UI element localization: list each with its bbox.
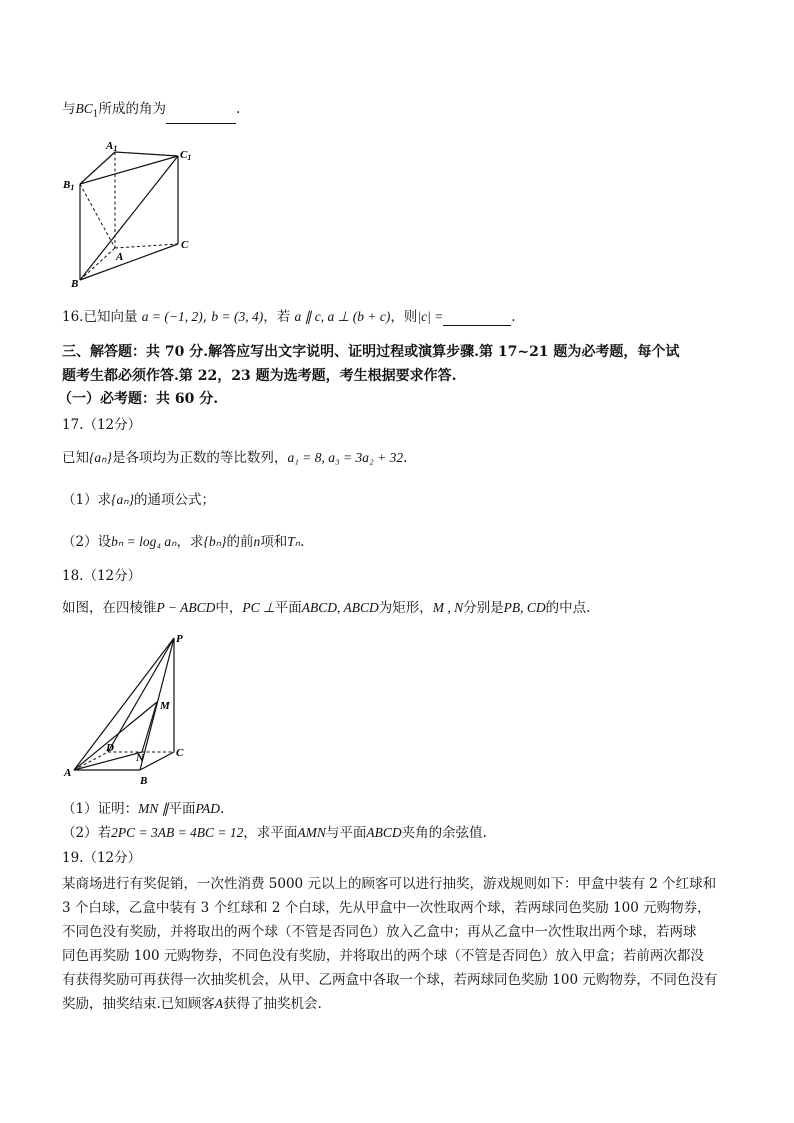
text: 的中点. [545,600,591,616]
edge-ba-hidden [80,248,115,280]
q15-tail-line [62,100,240,124]
q17-given [62,449,407,467]
q18-part2 [62,824,487,842]
math-pyramid: P − ABCD [156,600,216,615]
q16-line [62,308,516,326]
q19-line5: 有获得奖励可再获得一次抽奖机会，从甲、乙两盒中各取一个球，若两球同色奖励 100 元购物券，不同色没有 [62,972,718,988]
q17-part1 [62,491,215,509]
q19-body [62,872,732,1016]
text: 项和 [260,534,288,550]
answer-blank [443,311,511,326]
prism-figure [60,138,200,288]
question-number: 16.已知向量 [62,309,138,325]
q19-line3: 不同色没有奖励，并将取出的两个球（不管是否同色）放入乙盒中；再从乙盒中一次性取出两个球，若两球 [62,924,697,940]
math-amn: AMN [297,825,326,840]
text: 分别是 [463,600,504,616]
label-m: M [160,700,170,712]
text: ，则 [390,309,418,325]
math-pad: PAD [195,801,220,816]
text: 平面 [274,600,302,616]
text: . [236,101,241,117]
edge-pd [108,638,174,752]
math-A: A [214,996,224,1011]
text: 与平面 [325,825,367,841]
label-b1: B1 [63,179,75,192]
text: . [300,534,305,550]
text: ，若 [263,309,291,325]
math-eq: bₙ = log₄ aₙ [111,534,177,549]
label-c: C [176,747,184,759]
label-a: A [116,251,124,263]
math-seq: {aₙ} [111,492,135,507]
text: 所成的角为 [98,101,166,117]
text: 奖励，抽奖结束.已知顾客 [62,996,215,1012]
label-b: B [140,775,148,787]
text: 已知 [62,450,89,466]
q19-line1: 某商场进行有奖促销，一次性消费 5000 元以上的顾客可以进行抽奖，游戏规则如下：甲盒中装有 2 个红球和 [62,876,717,892]
edge-a1c1 [115,152,178,156]
text: 获得了抽奖机会. [223,996,322,1012]
text: 的前 [226,534,254,550]
label-d: D [106,742,114,754]
text: 夹角的余弦值. [401,825,487,841]
label-c: C [181,239,189,251]
math-ask: |c| = [417,309,444,324]
label-n: N [136,752,144,764]
q19-line6 [62,992,732,1016]
q17-part2 [62,533,304,551]
text: ，求平面 [243,825,298,841]
math-segment: BC [75,101,93,116]
label-p: P [176,633,183,645]
math-subscript: 1 [92,109,99,120]
text: , [202,309,208,325]
q18-part1 [62,800,224,818]
edge-am [74,702,157,770]
math-seq: {aₙ} [89,450,112,465]
q18-statement [62,599,590,617]
label-b: B [71,278,79,288]
q19-head: 19.（12分） [62,850,142,866]
text: 如图，在四棱锥 [62,600,157,616]
math-condition: a ∥ c, a ⊥ (b + c) [294,309,391,324]
text: （2）设 [62,534,112,550]
math-perp: PC ⊥ [242,600,275,615]
math-segs: PB, CD [503,600,546,615]
label-a1: A1 [106,140,118,153]
pyramid-figure [62,630,192,790]
q19-line4: 同色再奖励 100 元购物券，不同色没有奖励，并将取出的两个球（不管是否同色）放入甲盒；若前两次都没 [62,948,704,964]
section3-line2: 题考生都必须作答.第 22，23 题为选考题，考生根据要求作答. [62,368,457,384]
math-mn: M , N [432,600,464,615]
section3-sub: （一）必考题：共 60 分. [58,391,219,407]
math-eq: a₁ = 8, a₃ = 3a₂ + 32 [287,450,404,465]
math-T: Tₙ [287,534,301,549]
text: 中， [215,600,243,616]
text: 是各项均为正数的等比数列， [111,450,288,466]
q19-line2: 3 个白球，乙盒中装有 3 个红球和 2 个白球，先从甲盒中一次性取两个球，若两球同色奖励 100 元购物券， [62,900,711,916]
label-a: A [64,767,72,779]
text: . [219,801,225,817]
edge-pa [74,638,174,770]
text: （1）求 [62,492,112,508]
text: 为矩形， [378,600,433,616]
math-seq: {bₙ} [203,534,227,549]
q17-head: 17.（12分） [62,417,142,433]
q18-head: 18.（12分） [62,568,142,584]
text: （2）若 [62,825,112,841]
math-eq: 2PC = 3AB = 4BC = 12 [111,825,244,840]
text: 的通项公式； [134,492,216,508]
edge-b1a-hidden [80,184,115,248]
edge-mn [142,702,157,752]
math-vector-b: b = (3, 4) [211,309,264,324]
text: （1）证明： [62,801,139,817]
math-rect: ABCD, ABCD [301,600,379,615]
text: 与 [62,101,76,117]
math-n: n [253,534,261,549]
math-abcd: ABCD [366,825,402,840]
math-mn: MN ∥ [138,801,169,816]
section3-line1: 三、解答题：共 70 分.解答应写出文字说明、证明过程或演算步骤.第 17~21 题为必考题，每个试 [62,344,680,360]
text: ，求 [176,534,204,550]
edge-ad-hidden [74,752,108,770]
text: 平面 [168,801,196,817]
label-c1: C1 [180,149,192,162]
math-vector-a: a = (−1, 2) [141,309,203,324]
text: . [511,309,516,325]
edge-bc [140,752,174,770]
answer-blank [166,109,236,124]
text: . [403,450,408,466]
